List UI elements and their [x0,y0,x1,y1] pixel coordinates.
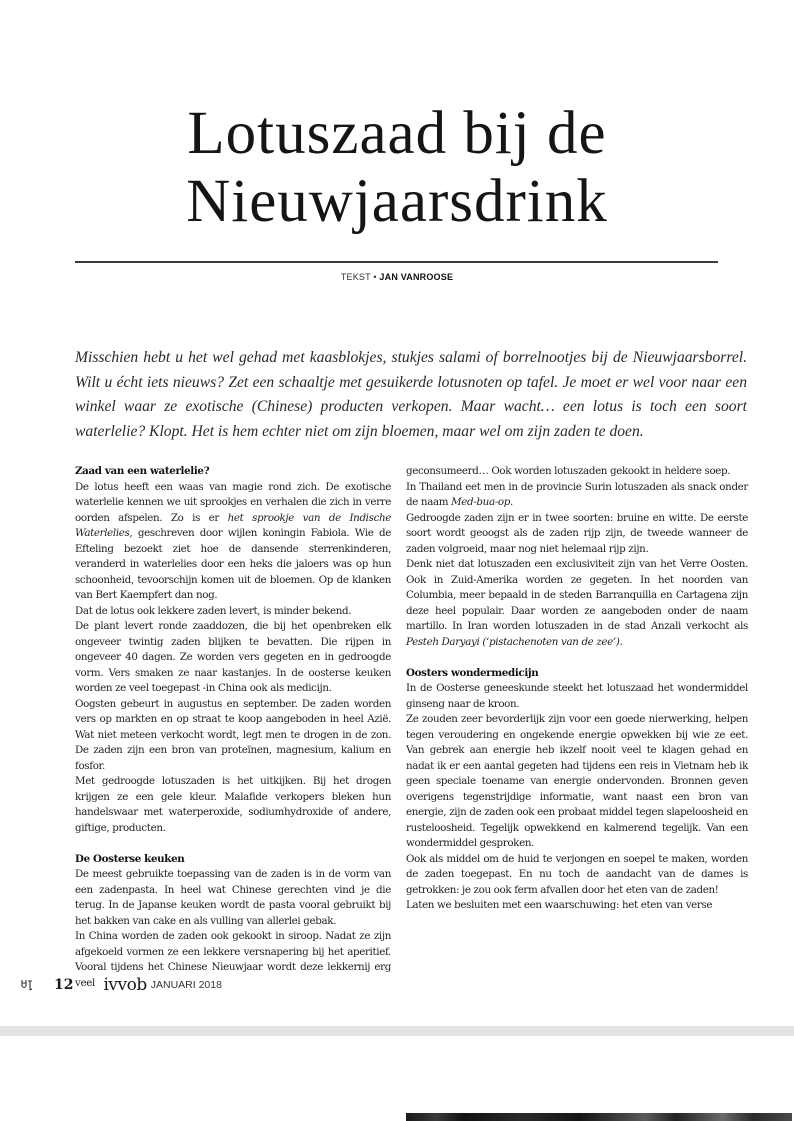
page-footer [20,974,222,996]
byline-author: JAN VANROOSE [379,272,454,282]
paragraph-gap [75,836,391,852]
text-run: . [509,496,513,508]
body-paragraph: Dat de lotus ook lekkere zaden levert, is minder bekend. [75,604,352,617]
issue-date: JANUARI 2018 [150,979,222,991]
page-number: 12 [54,977,74,993]
magazine-name: ivvob [103,975,147,995]
title-line-2: Nieuwjaarsdrink [186,168,608,235]
body-paragraph: Oogsten gebeurt in augustus en september. De zaden worden vers op markten en op straat te koop aangeboden in heel Azië. Wat niet meteen verkocht wordt, legt men te drogen in de zon. De zaden zijn een bron van proteïnen, magnesium, kalium en fosfor. [75,697,391,772]
body-paragraph: Ook als middel om de huid te verjongen en soepel te maken, worden de zaden toegepast. En nu toch de aandacht van de dames is getrokken: je zou ook ferm afvallen door het eten van de zaden! [406,852,748,896]
title-line-1: Lotuszaad bij de [187,100,607,167]
italic-title: het sprookje van de Indische Waterlelies [75,511,392,539]
body-paragraph [406,557,748,650]
body-paragraph: Met gedroogde lotuszaden is het uitkijken. Bij het drogen krijgen ze een gele kleur. Malafide verkopers bleken hun handelswaar met waterperoxide, sodiumhydroxide of andere, giftige, producten. [75,775,391,834]
article-title [0,100,794,236]
text-run: De lotus heeft een waas van magie rond zich. De exotische waterlelie kennen we uit sprookjes en verhalen die zich in verre oorden afspelen. Zo is er [75,480,391,524]
body-paragraph: Gedroogde zaden zijn er in twee soorten: bruine en witte. De eerste soort wordt geoogst als de zaden rijp zijn, de tweede wanneer de zaden volgroeid, maar nog niet helemaal rijp zijn. [406,511,748,555]
left-column [75,464,391,991]
italic-term: Pesteh Daryayi (‘pistachenoten van de zee’) [406,635,620,648]
title-divider [75,261,718,263]
body-paragraph: geconsumeerd… Ook worden lotuszaden gekookt in heldere soep. [406,465,731,477]
paragraph-gap [406,650,748,666]
section-heading: Oosters wondermedicijn [406,666,539,679]
byline [0,272,794,282]
body-paragraph: De plant levert ronde zaaddozen, die bij het openbreken elk ongeveer twintig zaden blijken te bevatten. Die rijpen in ongeveer 40 dagen. Ze worden vers gegeten en in gedroogde vorm. Vers smaken ze naar kastanjes. In de oosterse keuken worden ze veel toegepast -in China ook als medicijn. [75,620,391,694]
text-run: . [619,635,623,648]
text-run: Denk niet dat lotuszaden een exclusiviteit zijn van het Verre Oosten. Ook in Zuid-Amerika worden ze gegeten. In het noorden van Columbia, meer bepaald in de steden Barranquilla en Cartagena zijn deze heel populair. Daar worden ze aangeboden onder de naam martillo. In Iran worden lotuszaden in de stad Anzali verkocht als [406,558,748,632]
body-paragraph: Ze zouden zeer bevorderlijk zijn voor een goede nierwerking, helpen tegen veroudering en ongekende energie opwekken bij wie ze eet. Van gebrek aan energie heb ikzelf nooit veel te klagen gehad en nadat ik er een aantal gegeten had tijdens een reis in Vietnam heb ik geen speciale toename van energie ondervonden. Bronnen geven overigens tegenstrijdige informatie, want naast een bron van energie, zijn de zaden ook een probaat middel tegen slapeloosheid en rusteloosheid. Tegelijk opwekkend en kalmerend tegelijk. Van een wondermiddel gesproken. [406,713,748,849]
byline-label: TEKST [340,272,371,282]
text-run: In Thailand eet men in de provincie Surin lotuszaden als snack onder de naam [406,480,748,508]
lead-paragraph: Misschien hebt u het wel gehad met kaasblokjes, stukjes salami of borrelnootjes bij de Nieuwjaarsborrel. Wilt u écht iets nieuws? Zet een schaaltje met gesuikerde lotusnoten op tafel. Je moet er wel voor naar een winkel waar ze exotische (Chinese) producten verkopen. Maar wacht… een lotus is toch een soort waterlelie? Klopt. Het is hem echter niet om zijn bloemen, maar wel om zijn zaden te doen. [75,349,747,440]
text-run: , geschreven door wijlen koningin Fabiola. Wie de Efteling bezoekt ziet hoe de dansende sterrenkinderen, veranderd in waterlelies door een heks die jaloers was op hun schoonheid, tevoorschijn komen uit de bloemen. Op de klanken van Bert Kaempfert dan nog. [75,527,391,601]
body-paragraph [75,480,391,604]
page-break-divider [0,1026,794,1036]
body-paragraph: In China worden de zaden ook gekookt in siroop. Nadat ze zijn afgekoeld vormen ze een lekkere versnapering bij het aperitief. Vooral tijdens het Chinese Nieuwjaar wordt deze lekkernij erg veel [75,930,391,989]
section-heading: Zaad van een waterlelie? [75,465,210,477]
right-column [406,464,748,914]
next-page-photo [406,1113,792,1121]
lotus-logo-icon [20,978,34,992]
italic-term: Med-bua-op [451,496,510,508]
section-heading: De Oosterse keuken [75,852,185,865]
body-paragraph: De meest gebruikte toepassing van de zaden is in de vorm van een zadenpasta. In heel wat Chinese gerechten vind je die terug. In de Japanse keuken wordt de pasta vooral gebruikt bij het bakken van cake en als vulling van allerlei gebak. [75,868,391,927]
body-paragraph: In de Oosterse geneeskunde steekt het lotuszaad het wondermiddel ginseng naar de kroon. [406,682,748,710]
body-paragraph [406,480,748,511]
body-paragraph: Laten we besluiten met een waarschuwing: het eten van verse [406,899,713,911]
byline-separator: • [373,272,377,282]
